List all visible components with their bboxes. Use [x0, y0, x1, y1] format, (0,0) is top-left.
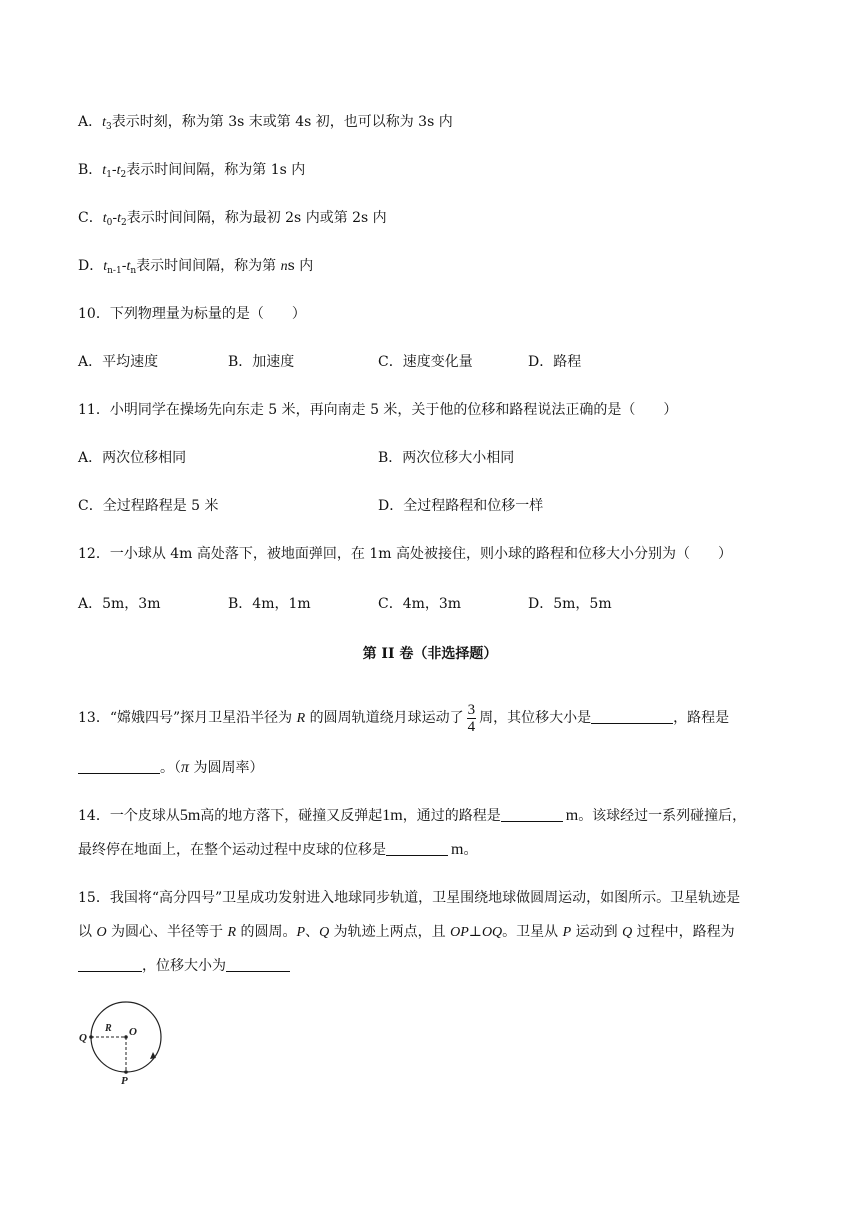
q15-text: 。卫星从	[502, 924, 563, 940]
option-label: D．	[78, 258, 104, 274]
q12-options	[78, 594, 778, 614]
subscript: n-1	[107, 266, 122, 276]
q13-text: 为圆周率）	[189, 760, 264, 776]
var-t: t	[102, 115, 107, 130]
q14-text: ，通过的路程是	[402, 808, 501, 824]
var-p: P	[296, 925, 306, 940]
fraction-three-quarters	[467, 702, 477, 735]
q12-option-b: B．4m，1m	[228, 596, 311, 612]
var-p: P	[562, 925, 572, 940]
q13-line1	[78, 698, 729, 739]
answer-blank-distance[interactable]	[78, 957, 142, 972]
q14-text: 最终停在地面上，在整个运动过程中皮球的位移是	[78, 842, 386, 858]
dash: -	[121, 258, 127, 274]
perpendicular-symbol: ⊥	[468, 924, 482, 940]
orbit-diagram	[72, 995, 172, 1090]
var-op: OP	[450, 925, 469, 940]
q10-options	[78, 352, 778, 372]
q13-text: ，路程是	[673, 710, 730, 726]
label-q: Q	[79, 1032, 87, 1044]
var-t: t	[126, 259, 131, 274]
q15-text: 以	[78, 924, 97, 940]
fraction-denominator: 4	[467, 718, 476, 735]
q11-options-row1	[78, 448, 778, 468]
answer-blank-distance[interactable]	[501, 807, 563, 822]
option-text: 表示时间间隔，称为第	[136, 258, 281, 274]
var-t: t	[102, 163, 107, 178]
q10-stem: 10．下列物理量为标量的是（ ）	[78, 306, 306, 322]
q11-options-row2	[78, 496, 778, 516]
q11-option-a: A．两次位移相同	[78, 450, 187, 466]
q14-text: 14．一个皮球从	[78, 808, 180, 824]
q12-option-a: A．5m，3m	[78, 596, 161, 612]
pi-symbol: π	[181, 759, 190, 776]
q15-line2	[78, 922, 735, 943]
label-p: P	[121, 1075, 128, 1087]
option-label: A．	[78, 114, 103, 130]
subscript: n	[130, 266, 137, 276]
option-text: 表示时刻，称为第 3s 末或第 4s 初，也可以称为 3s 内	[111, 114, 453, 130]
q15-text: ，位移大小为	[142, 958, 226, 974]
q15-text: 为轨迹上两点，且	[329, 924, 451, 940]
q14-text: 。	[463, 842, 478, 858]
q13-text: 周，其位移大小是	[479, 710, 592, 726]
q12-option-c: C．4m，3m	[378, 596, 462, 612]
subscript: 1	[106, 170, 112, 180]
var-o: O	[96, 925, 107, 940]
var-q: Q	[319, 925, 330, 940]
q15-line1: 15．我国将“高分四号”卫星成功发射进入地球同步轨道，卫星围绕地球做圆周运动，如图所示。卫星轨迹是	[78, 890, 741, 906]
q10-option-a: A．平均速度	[78, 354, 159, 370]
center-point-o	[124, 1035, 128, 1039]
q9-option-d	[78, 256, 313, 281]
q14-line2	[78, 840, 477, 860]
q11-option-c: C．全过程路程是 5 米	[78, 498, 219, 514]
label-r: R	[105, 1023, 112, 1034]
q15-text: 、	[305, 924, 320, 940]
q13-text: 的圆周轨道绕月球运动了	[305, 710, 464, 726]
var-r: R	[296, 711, 306, 726]
var-t: t	[117, 211, 121, 226]
q13-text: 13．“嫦娥四号”探月卫星沿半径为	[78, 710, 297, 726]
option-text: s 内	[287, 258, 314, 274]
q10-option-b: B．加速度	[228, 354, 295, 370]
q12-option-d: D．5m，5m	[528, 596, 612, 612]
answer-blank-displacement[interactable]	[386, 841, 448, 856]
subscript: 2	[120, 218, 127, 228]
q15-text: 过程中，路程为	[632, 924, 735, 940]
unit-m: m	[451, 841, 464, 858]
answer-blank-displacement[interactable]	[591, 709, 673, 724]
var-oq: OQ	[481, 925, 503, 940]
height-5m: 5m	[179, 807, 201, 824]
q13-text: 。（	[160, 760, 181, 776]
q10-option-d: D．路程	[528, 354, 582, 370]
subscript: 0	[106, 218, 113, 228]
point-q	[89, 1035, 93, 1039]
q9-option-c	[78, 208, 387, 233]
point-p	[124, 1070, 128, 1074]
q14-text: 高的地方落下，碰撞又反弹起	[200, 808, 383, 824]
var-q: Q	[622, 925, 633, 940]
answer-blank-displacement[interactable]	[226, 957, 290, 972]
q15-line3	[78, 956, 290, 976]
unit-m: m	[565, 807, 579, 824]
option-text: 表示时间间隔，称为第 1s 内	[126, 162, 306, 178]
label-o: O	[129, 1026, 137, 1038]
q15-text: 为圆心、半径等于	[106, 924, 228, 940]
dash: -	[111, 162, 117, 178]
answer-blank-distance[interactable]	[78, 759, 160, 774]
option-text: 表示时间间隔，称为最初 2s 内或第 2s 内	[126, 210, 387, 226]
option-label: B．	[78, 162, 103, 178]
q15-text: 运动到	[571, 924, 623, 940]
subscript: 3	[106, 122, 112, 132]
var-n: n	[280, 259, 288, 274]
q9-option-b	[78, 160, 305, 185]
q12-stem: 12．一小球从 4m 高处落下，被地面弹回，在 1m 高处被接住，则小球的路程和位移大小分别为（ ）	[78, 546, 732, 562]
var-t: t	[116, 163, 121, 178]
fraction-numerator: 3	[467, 701, 476, 718]
q15-text: 的圆周。	[236, 924, 297, 940]
q14-line1	[78, 806, 746, 826]
height-1m: 1m	[382, 807, 403, 824]
q9-option-a	[78, 112, 453, 137]
section-title: 第 II 卷（非选择题）	[362, 646, 498, 662]
dash: -	[112, 210, 118, 226]
var-t: t	[103, 259, 108, 274]
q11-option-b: B．两次位移大小相同	[378, 450, 515, 466]
var-r: R	[227, 925, 237, 940]
option-label: C．	[78, 210, 103, 226]
q10-option-c: C．速度变化量	[378, 354, 473, 370]
q11-option-d: D．全过程路程和位移一样	[378, 498, 544, 514]
q14-text: 。该球经过一系列碰撞后，	[578, 808, 747, 824]
var-t: t	[102, 211, 107, 226]
q13-line2	[78, 758, 263, 778]
subscript: 2	[120, 170, 127, 180]
q11-stem: 11．小明同学在操场先向东走 5 米，再向南走 5 米，关于他的位移和路程说法正确的是（ ）	[78, 402, 678, 418]
